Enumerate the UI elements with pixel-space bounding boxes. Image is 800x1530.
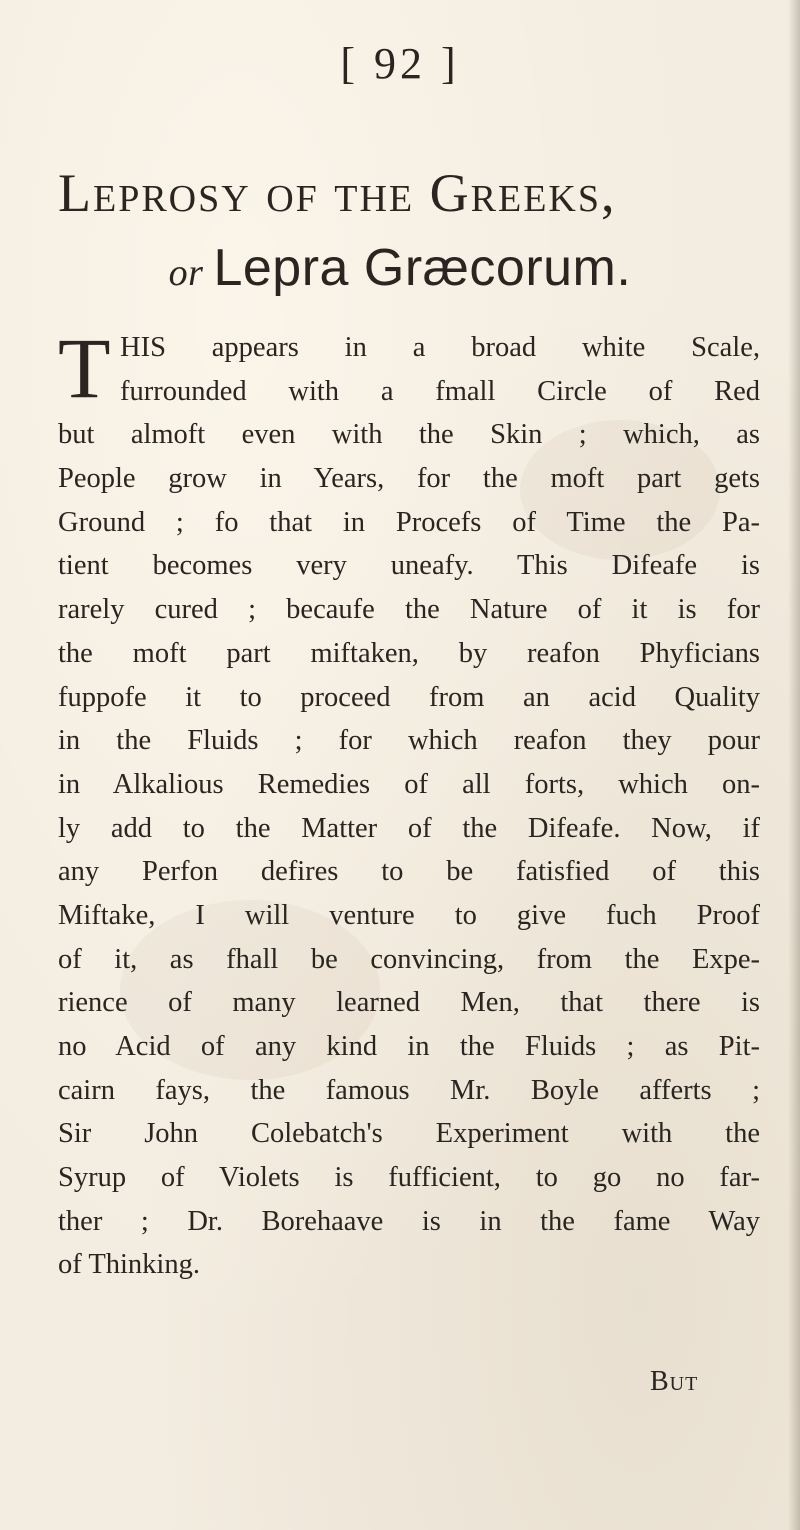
drop-cap: T (58, 320, 111, 416)
catchword: But (650, 1366, 699, 1397)
text-line: Ground ; fo that in Procefs of Time the Pa- (58, 506, 760, 538)
text-line: HIS appears in a broad white Scale, (120, 332, 760, 363)
text-line: ly add to the Matter of the Difeafe. Now, if (58, 812, 760, 844)
chapter-subtitle (0, 238, 800, 298)
text-line: in the Fluids ; for which reafon they pour (58, 725, 760, 757)
text-line: People grow in Years, for the moft part gets (58, 463, 760, 495)
text-line: fuppofe it to proceed from an acid Quality (58, 681, 760, 713)
body-paragraph (58, 320, 760, 1287)
text-line: rience of many learned Men, that there is (58, 987, 760, 1019)
text-line: tient becomes very uneafy. This Difeafe is (58, 550, 760, 582)
text-line: of Thinking. (58, 1249, 200, 1281)
text-line: ther ; Dr. Borehaave is in the fame Way (58, 1205, 760, 1237)
text-line: rarely cured ; becaufe the Nature of it is for (58, 594, 760, 626)
page-number: [ 92 ] (340, 39, 460, 88)
text-line: the moft part miftaken, by reafon Phyficians (58, 637, 760, 669)
page-edge-shadow (788, 0, 800, 1530)
chapter-title: Leprosy of the Greeks, (58, 163, 617, 223)
subtitle-or: or (168, 252, 204, 294)
text-line: furrounded with a fmall Circle of Red (120, 375, 760, 407)
text-line: no Acid of any kind in the Fluids ; as Pit- (58, 1031, 760, 1062)
subtitle-latin: Lepra Græcorum. (213, 239, 632, 297)
text-line: in Alkalious Remedies of all forts, which on- (58, 768, 760, 800)
text-line: of it, as fhall be convincing, from the Expe- (58, 943, 760, 975)
text-line: Syrup of Violets is fufficient, to go no far- (58, 1162, 760, 1194)
text-line: Sir John Colebatch's Experiment with the (58, 1118, 760, 1150)
text-line: cairn fays, the famous Mr. Boyle afferts ; (58, 1074, 760, 1106)
text-line: Miftake, I will venture to give fuch Proof (58, 899, 760, 931)
text-line: any Perfon defires to be fatisfied of this (58, 856, 760, 888)
text-line: but almoft even with the Skin ; which, as (58, 419, 760, 451)
